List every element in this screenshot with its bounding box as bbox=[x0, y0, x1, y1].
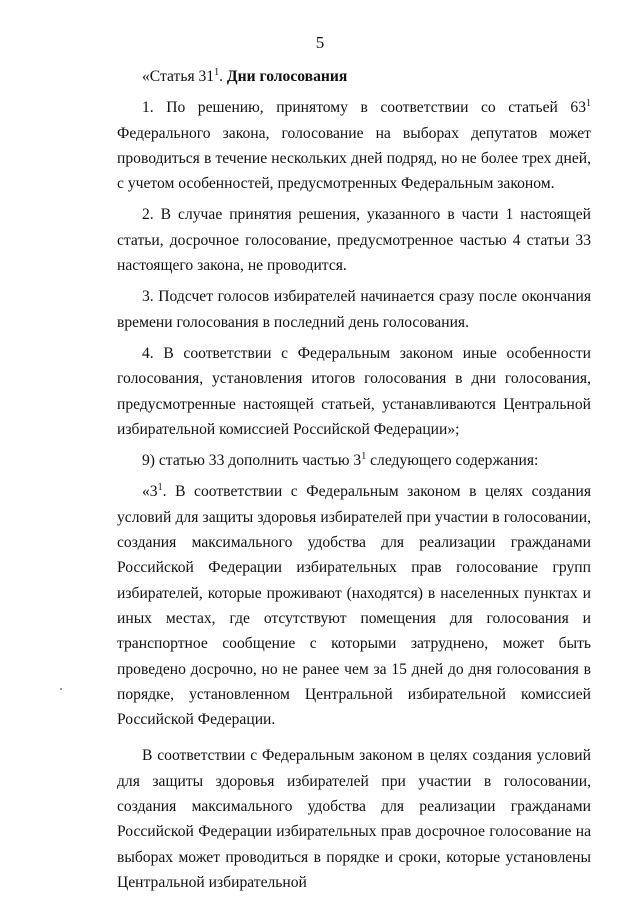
paragraph-6-text-b: . В соответствии с Федеральным законом в целях создания условий для защиты здоровья избирателей при участии в голосовании, создания максимального удобства для реализации гражданами Российской Федерации избирательных прав голосование групп избирателей, которые проживают (находятся) в населенных пунктах и иных местах, где отсутствуют помещения для голосования и транспортное сообщение с которыми затруднено, может быть проведено досрочно, но не ранее чем за 15 дней до дня голосования в порядке, установленном Центральной избирательной комиссией Российской Федерации. bbox=[117, 483, 591, 729]
paragraph-7: В соответствии с Федеральным законом в целях создания условий для защиты здоровья избирателей при участии в голосовании, создания максимального удобства для реализации гражданами Российской Федерации избирательных прав досрочное голосование на выборах может проводиться в порядке и сроки, которые установлены Центральной избирательной bbox=[117, 747, 591, 891]
paragraph-6-superscript: 1 bbox=[157, 482, 163, 494]
paragraph-6-text-a: «3 bbox=[142, 483, 158, 501]
paragraph-1-text-a: 1. По решению, принятому в соответствии со статьей 63 bbox=[142, 99, 586, 117]
article-title-superscript: 1 bbox=[214, 67, 220, 78]
paragraph-1-text-b: Федерального закона, голосование на выборах депутатов может проводиться в течение нескольких дней подряд, но не более трех дней, с учетом особенностей, предусмотренных Федеральным законом. bbox=[117, 124, 591, 193]
article-title-prefix: «Статья 31 bbox=[142, 68, 215, 85]
paragraph-1-superscript: 1 bbox=[586, 98, 591, 110]
paragraph-1 bbox=[117, 95, 591, 196]
document-body bbox=[117, 64, 591, 895]
paragraph-4: 4. В соответствии с Федеральным законом иные особенности голосования, установления итогов голосования в дни голосования, предусмотренные настоящей статьей, устанавливаются Центральной избирательной комиссией Российской Федерации»; bbox=[117, 344, 591, 438]
paragraph-6 bbox=[117, 479, 591, 732]
scan-speck bbox=[60, 688, 62, 690]
paragraph-5-text-b: следующего содержания: bbox=[366, 452, 539, 470]
article-title: Дни голосования bbox=[226, 68, 348, 85]
paragraph-5-text-a: 9) статью 33 дополнить частью 3 bbox=[142, 452, 362, 470]
article-heading bbox=[117, 64, 591, 89]
paragraph-5 bbox=[117, 448, 591, 473]
paragraph-3: 3. Подсчет голосов избирателей начинается сразу после окончания времени голосования в последний день голосования. bbox=[117, 288, 591, 331]
paragraph-5-superscript: 1 bbox=[361, 451, 367, 463]
page-number: 5 bbox=[315, 33, 325, 52]
article-title-dot: . bbox=[219, 68, 224, 85]
paragraph-2: 2. В случае принятия решения, указанного в части 1 настоящей статьи, досрочное голосование, предусмотренное частью 4 статьи 33 настоящего закона, не проводится. bbox=[117, 206, 591, 275]
